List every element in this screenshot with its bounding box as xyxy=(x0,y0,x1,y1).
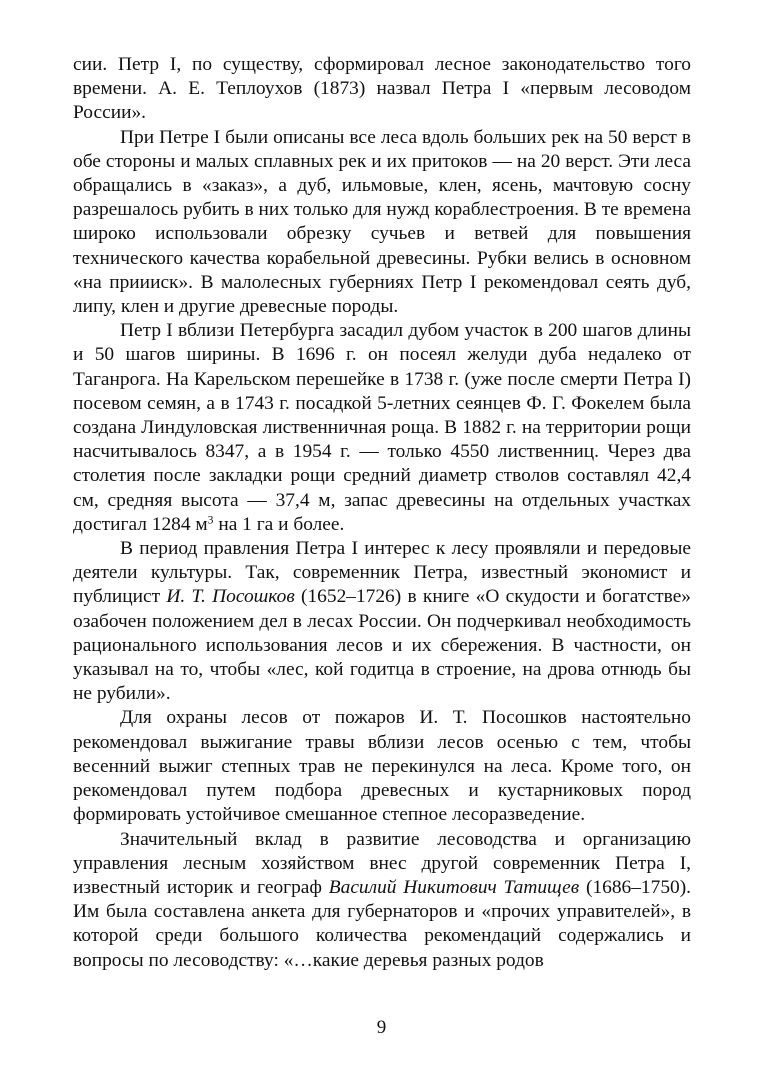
author-name: Василий Никитович Татищев xyxy=(328,876,580,898)
paragraph-text: Петр I вблизи Петербурга засадил дубом участок в 200 шагов длины и 50 шагов ширины. В 1696 г. он посеял желуди дуба недалеко от Таганрога. На Карельском перешейке в 1738 г. (уже после смерти Петра I) посевом семян, а в 1743 г. посадкой 5-летних сеянцев Ф. Г. Фокелем была создана Линдуловская лиственничная роща. В 1882 г. на территории рощи насчитывалось 8347, а в 1954 г. — только 4550 лиственниц. Через два столетия после закладки рощи средний диаметр стволов составлял 42,4 см, средняя высота — 37,4 м, запас древесины на отдельных участках достигал 1284 м xyxy=(73,320,691,535)
superscript-cube: 3 xyxy=(207,513,214,527)
paragraph-text: сии. Петр I, по существу, сформировал лесное законодательство того времени. А. Е. Теплоухов (1873) назвал Петра I «первым лесоводом России». xyxy=(73,54,691,124)
paragraph xyxy=(73,706,691,827)
paragraph xyxy=(73,53,691,126)
paragraph-text: (1652–1726) в книге «О скудости и богатстве» озабочен положением дел в лесах России. Он подчеркивал необходимость рационального использования лесов и их сбережения. В частности, он указывал на то, чтобы «лес, кой годитца в строение, на дрова отнюдь бы не рубили». xyxy=(73,586,691,705)
paragraph-text: При Петре I были описаны все леса вдоль больших рек на 50 верст в обе стороны и малых сплавных рек и их притоков — на 20 верст. Эти леса обращались в «заказ», а дуб, ильмовые, клен, ясень, мачтовую сосну разрешалось рубить в них только для нужд кораблестроения. В те времена широко использовали обрезку сучьев и ветвей для повышения технического качества корабельной древесины. Рубки велись в основном «на приииск». В малолесных губерниях Петр I рекомендовал сеять дуб, липу, клен и другие древесные породы. xyxy=(73,126,691,318)
paragraph xyxy=(73,537,691,706)
paragraph-text: Значительный вклад в развитие лесоводства и организацию управления лесным хозяйством внес другой современник Петра I, известный историк и географ xyxy=(73,828,691,898)
page-body xyxy=(73,53,691,973)
author-name: И. Т. Посошков xyxy=(166,586,295,608)
paragraph-text: В период правления Петра I интерес к лесу проявляли и передовые деятели культуры. Так, современник Петра, известный экономист и публицист xyxy=(73,538,691,608)
paragraph xyxy=(73,828,691,973)
page-number: 9 xyxy=(376,1017,387,1038)
paragraph-text: (1686–1750). Им была составлена анкета для губернаторов и «прочих управителей», в которой среди большого количества рекомендаций содержались и вопросы по лесоводству: «…какие деревья разных родов xyxy=(73,876,692,971)
paragraph-text: на 1 га и более. xyxy=(213,513,345,535)
paragraph xyxy=(73,126,691,320)
paragraph-text: Для охраны лесов от пожаров И. Т. Посошков настоятельно рекомендовал выжигание травы вблизи лесов осенью с тем, чтобы весенний выжиг степных трав не перекинулся на леса. Кроме того, он рекомендовал путем подбора древесных и кустарниковых пород формировать устойчивое смешанное степное лесоразведение. xyxy=(73,707,691,826)
paragraph xyxy=(73,319,691,537)
